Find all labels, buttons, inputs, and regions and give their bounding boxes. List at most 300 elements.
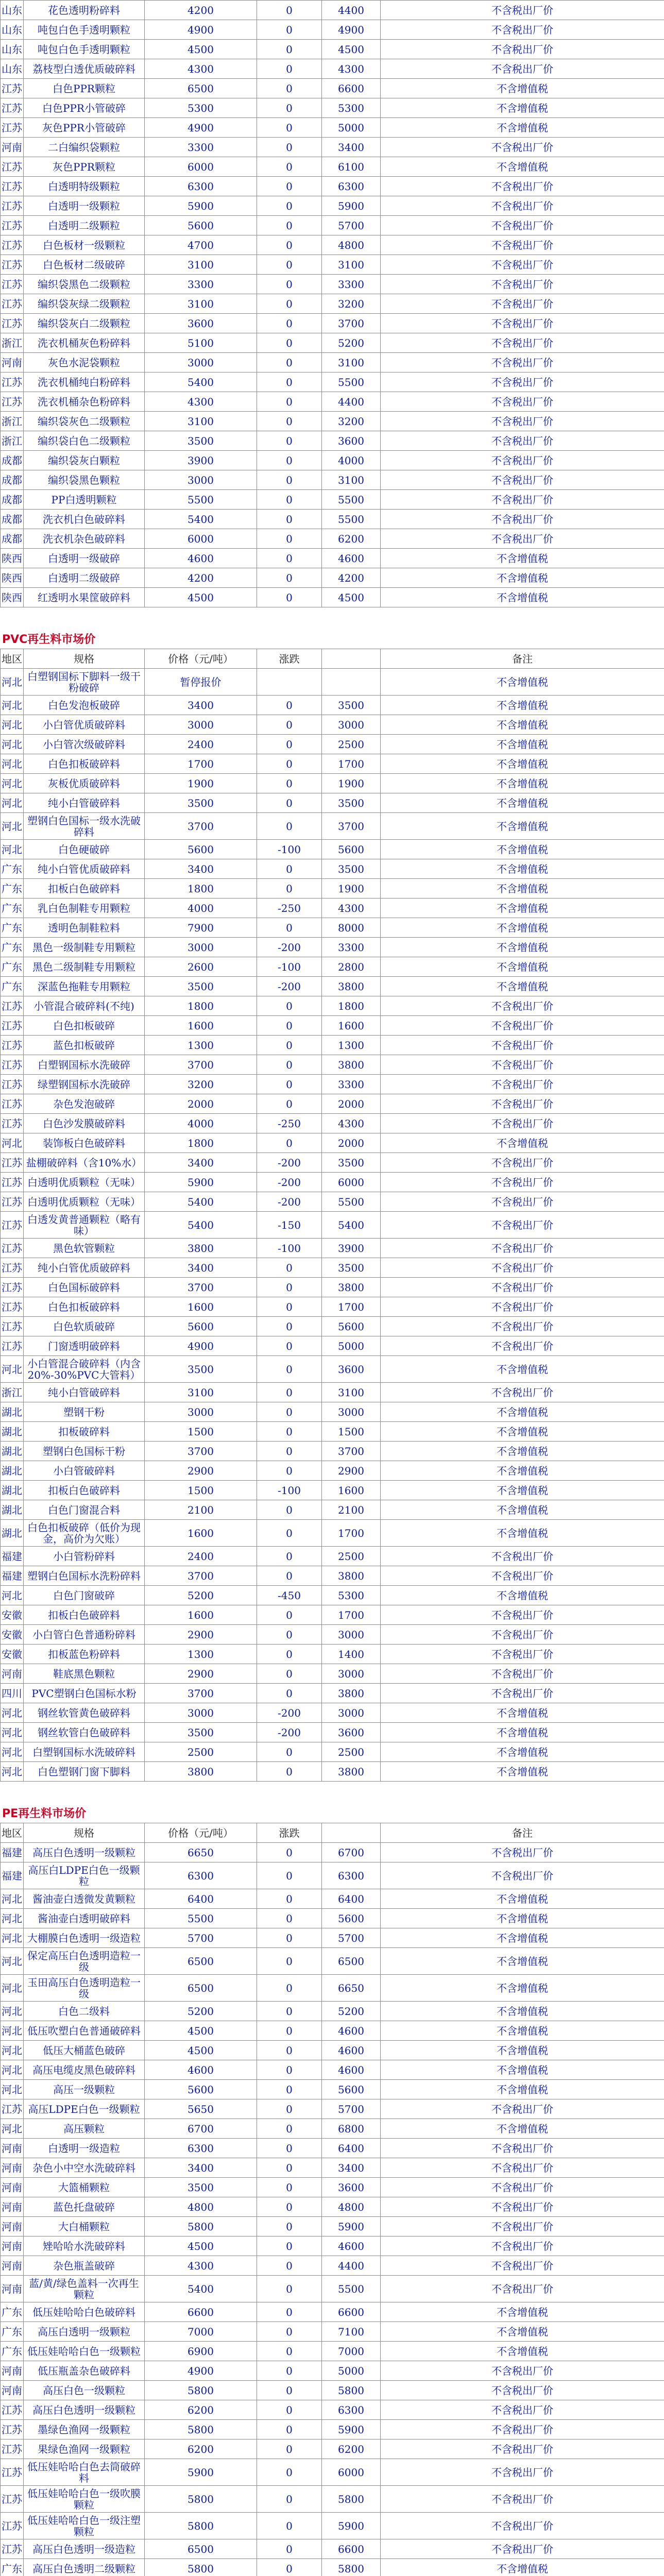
remark-cell: 不含税出厂价 [381, 1297, 664, 1317]
change-cell: 0 [257, 1133, 322, 1153]
region-cell: 江苏 [1, 79, 24, 98]
table-row [1, 314, 664, 333]
price-cell: 6600 [145, 2302, 257, 2322]
price-high-cell: 3100 [322, 470, 381, 490]
price-cell: 1300 [145, 1645, 257, 1664]
remark-cell: 不含税出厂价 [381, 275, 664, 294]
price-high-cell: 5500 [322, 490, 381, 510]
remark-cell: 不含增值税 [381, 1909, 664, 1928]
region-cell: 江苏 [1, 1153, 24, 1173]
change-cell: 0 [257, 529, 322, 549]
price-high-cell: 4400 [322, 1, 381, 20]
region-cell: 福建 [1, 1843, 24, 1862]
price-cell: 3900 [145, 451, 257, 470]
price-high-cell: 4300 [322, 1114, 381, 1133]
price-high-cell: 1500 [322, 1422, 381, 1442]
change-cell: 0 [257, 1547, 322, 1566]
price-high-cell: 1700 [322, 1605, 381, 1625]
spec-cell: 高压白LDPE白色一级颗粒 [24, 1862, 145, 1889]
table-row [1, 372, 664, 392]
table-row [1, 1975, 664, 2002]
table-row [1, 1422, 664, 1442]
change-cell: 0 [257, 1336, 322, 1356]
price-high-cell: 5600 [322, 840, 381, 859]
price-cell: 5600 [145, 2080, 257, 2099]
price-high-cell: 3100 [322, 255, 381, 275]
price-cell: 5800 [145, 2381, 257, 2400]
remark-cell: 不含税出厂价 [381, 529, 664, 549]
spec-cell: 白色扣板破碎料 [24, 754, 145, 774]
remark-cell: 不含税出厂价 [381, 412, 664, 431]
column-header: 备注 [381, 1823, 664, 1843]
change-cell: 0 [257, 216, 322, 235]
price-cell: 3600 [145, 314, 257, 333]
remark-cell: 不含税出厂价 [381, 2236, 664, 2256]
table-row [1, 1278, 664, 1297]
price-high-cell: 2500 [322, 1742, 381, 1762]
price-high-cell: 6200 [322, 529, 381, 549]
region-cell: 江苏 [1, 1317, 24, 1336]
change-cell: 0 [257, 879, 322, 899]
spec-cell: 蓝/黄/绿色盖料一次再生颗粒 [24, 2276, 145, 2302]
change-cell: 0 [257, 1948, 322, 1975]
price-cell: 3000 [145, 353, 257, 372]
change-cell: 0 [257, 754, 322, 774]
change-cell: -100 [257, 957, 322, 977]
price-high-cell: 4500 [322, 40, 381, 59]
region-cell: 河北 [1, 793, 24, 813]
region-cell: 江苏 [1, 1192, 24, 1212]
table-row [1, 1, 664, 20]
spec-cell: 白色板材一级颗粒 [24, 235, 145, 255]
table-row [1, 196, 664, 216]
price-high-cell: 5000 [322, 118, 381, 138]
price-cell: 3700 [145, 1684, 257, 1703]
region-cell: 安徽 [1, 1625, 24, 1645]
change-cell: -200 [257, 1723, 322, 1742]
table-row [1, 490, 664, 510]
remark-cell: 不含税出厂价 [381, 2158, 664, 2178]
price-high-cell: 3300 [322, 275, 381, 294]
remark-cell: 不含税出厂价 [381, 2486, 664, 2513]
spec-cell: 高压白色透明一级造粒 [24, 2539, 145, 2559]
price-high-cell: 5800 [322, 2381, 381, 2400]
change-cell: 0 [257, 2459, 322, 2486]
region-cell: 江苏 [1, 392, 24, 412]
change-cell: 0 [257, 1645, 322, 1664]
table-row [1, 1625, 664, 1645]
change-cell: -200 [257, 938, 322, 957]
table-row [1, 2302, 664, 2322]
spec-cell: 白色沙发膜破碎料 [24, 1114, 145, 1133]
table-row [1, 1500, 664, 1520]
price-high-cell: 6500 [322, 1948, 381, 1975]
change-cell: 0 [257, 1016, 322, 1036]
spec-cell: 白透明一级造粒 [24, 2139, 145, 2158]
price-cell: 5200 [145, 2002, 257, 2021]
price-cell: 3100 [145, 1383, 257, 1402]
table-row [1, 879, 664, 899]
remark-cell: 不含增值税 [381, 98, 664, 118]
change-cell: 0 [257, 2080, 322, 2099]
region-cell: 江苏 [1, 1239, 24, 1258]
change-cell: 0 [257, 1055, 322, 1075]
price-cell: 5800 [145, 2513, 257, 2539]
price-high-cell: 4800 [322, 235, 381, 255]
price-high-cell: 3400 [322, 2158, 381, 2178]
table-row [1, 859, 664, 879]
price-cell: 3300 [145, 275, 257, 294]
remark-cell: 不含税出厂价 [381, 40, 664, 59]
table-row [1, 2139, 664, 2158]
spec-cell: 白透明一级破碎 [24, 549, 145, 568]
spec-cell: 透明色制鞋粒料 [24, 918, 145, 938]
change-cell: 0 [257, 918, 322, 938]
table-row [1, 2119, 664, 2139]
change-cell: 0 [257, 2439, 322, 2459]
table-row [1, 754, 664, 774]
region-cell: 江苏 [1, 314, 24, 333]
price-high-cell: 1600 [322, 1481, 381, 1500]
remark-cell: 不含增值税 [381, 879, 664, 899]
price-cell: 5600 [145, 840, 257, 859]
remark-cell: 不含税出厂价 [381, 1336, 664, 1356]
spec-cell: 灰色水泥袋颗粒 [24, 353, 145, 372]
region-cell: 江苏 [1, 2420, 24, 2439]
table-row [1, 1843, 664, 1862]
change-cell: 0 [257, 696, 322, 715]
remark-cell: 不含税出厂价 [381, 1625, 664, 1645]
region-cell: 成都 [1, 510, 24, 529]
remark-cell: 不含税出厂价 [381, 2439, 664, 2459]
table-row [1, 216, 664, 235]
price-high-cell: 5000 [322, 1336, 381, 1356]
spec-cell: 果绿色渔网一级颗粒 [24, 2439, 145, 2459]
change-cell: 0 [257, 735, 322, 754]
spec-cell: 洗衣机杂色破碎料 [24, 529, 145, 549]
price-cell: 5400 [145, 1212, 257, 1239]
price-high-cell: 5500 [322, 1192, 381, 1212]
column-header [322, 1823, 381, 1843]
price-high-cell: 1700 [322, 1297, 381, 1317]
region-cell: 江苏 [1, 98, 24, 118]
region-cell: 陕西 [1, 549, 24, 568]
region-cell: 江苏 [1, 216, 24, 235]
price-cell: 4600 [145, 549, 257, 568]
table-row [1, 235, 664, 255]
change-cell: 0 [257, 774, 322, 793]
table-row [1, 2099, 664, 2119]
price-cell: 4500 [145, 2021, 257, 2041]
price-high-cell: 4900 [322, 20, 381, 40]
table-row [1, 2361, 664, 2381]
change-cell: 0 [257, 813, 322, 840]
spec-cell: 红透明水果筐破碎料 [24, 588, 145, 607]
spec-cell: 酱油壶白透微发黄颗粒 [24, 1889, 145, 1909]
change-cell: 0 [257, 2158, 322, 2178]
spec-cell: 高压一级颗粒 [24, 2080, 145, 2099]
change-cell: 0 [257, 1975, 322, 2002]
remark-cell: 不含税出厂价 [381, 196, 664, 216]
spec-cell: 白透明特级颗粒 [24, 177, 145, 196]
price-high-cell: 2900 [322, 1461, 381, 1481]
remark-cell: 不含税出厂价 [381, 255, 664, 275]
region-cell: 河北 [1, 715, 24, 735]
price-high-cell: 3100 [322, 353, 381, 372]
spec-cell: 黑色一级制鞋专用颗粒 [24, 938, 145, 957]
region-cell: 湖北 [1, 1422, 24, 1442]
change-cell: 0 [257, 2361, 322, 2381]
price-high-cell: 6600 [322, 2539, 381, 2559]
column-header: 涨跌 [257, 649, 322, 669]
change-cell: 0 [257, 1, 322, 20]
region-cell: 河北 [1, 735, 24, 754]
region-cell: 广东 [1, 2302, 24, 2322]
table-row [1, 2400, 664, 2420]
remark-cell: 不含税出厂价 [381, 2099, 664, 2119]
remark-cell: 不含增值税 [381, 899, 664, 918]
price-cell: 4000 [145, 1114, 257, 1133]
table-row [1, 669, 664, 696]
price-high-cell: 3000 [322, 1625, 381, 1645]
price-high-cell: 4600 [322, 2236, 381, 2256]
price-high-cell: 4400 [322, 392, 381, 412]
table-row [1, 549, 664, 568]
table-row [1, 957, 664, 977]
region-cell: 山东 [1, 40, 24, 59]
price-cell: 5400 [145, 372, 257, 392]
region-cell: 安徽 [1, 1645, 24, 1664]
change-cell: 0 [257, 157, 322, 177]
spec-cell: 编织袋白色二级颗粒 [24, 431, 145, 451]
price-high-cell: 3500 [322, 859, 381, 879]
price-high-cell: 5300 [322, 1586, 381, 1605]
spec-cell: 白透明一级颗粒 [24, 196, 145, 216]
spec-cell: 小白管优质破碎料 [24, 715, 145, 735]
section-title: PE再生料市场价 [2, 1807, 87, 1820]
change-cell: 0 [257, 568, 322, 588]
spec-cell: 高压LDPE白色一级颗粒 [24, 2099, 145, 2119]
price-high-cell: 3100 [322, 1383, 381, 1402]
table-row [1, 2486, 664, 2513]
change-cell: 0 [257, 1297, 322, 1317]
region-cell: 河南 [1, 2139, 24, 2158]
remark-cell: 不含增值税 [381, 1481, 664, 1500]
table-row [1, 2559, 664, 2576]
table-row [1, 2420, 664, 2439]
spec-cell: 纯小白管优质破碎料 [24, 859, 145, 879]
table-row [1, 2080, 664, 2099]
region-cell: 江苏 [1, 2459, 24, 2486]
table-row [1, 1336, 664, 1356]
region-cell: 山东 [1, 1, 24, 20]
price-section [0, 0, 664, 607]
price-cell: 4200 [145, 568, 257, 588]
price-cell: 1600 [145, 1016, 257, 1036]
table-row [1, 1461, 664, 1481]
table-row [1, 1317, 664, 1336]
price-cell: 暂停报价 [145, 669, 257, 696]
table-row [1, 1566, 664, 1586]
price-cell: 1800 [145, 879, 257, 899]
spec-cell: 白色扣板破碎料 [24, 1297, 145, 1317]
price-cell: 4300 [145, 59, 257, 79]
price-cell: 2400 [145, 1547, 257, 1566]
spec-cell: PVC塑钢白色国标水粉 [24, 1684, 145, 1703]
price-cell: 4300 [145, 392, 257, 412]
spec-cell: 塑钢白色国标一级水洗破碎料 [24, 813, 145, 840]
price-cell: 6500 [145, 79, 257, 98]
change-cell: 0 [257, 2041, 322, 2060]
remark-cell: 不含税出厂价 [381, 2256, 664, 2276]
remark-cell: 不含税出厂价 [381, 490, 664, 510]
spec-cell: 白色塑钢门窗下脚料 [24, 1762, 145, 1782]
region-cell: 湖北 [1, 1500, 24, 1520]
change-cell: 0 [257, 1625, 322, 1645]
change-cell: 0 [257, 138, 322, 157]
price-cell: 6500 [145, 1975, 257, 2002]
region-cell: 四川 [1, 1684, 24, 1703]
remark-cell: 不含增值税 [381, 1762, 664, 1782]
price-high-cell: 3400 [322, 138, 381, 157]
spec-cell: 白色扣板破碎（低价为现金，高价为欠账） [24, 1520, 145, 1547]
price-high-cell: 3800 [322, 1055, 381, 1075]
region-cell: 江苏 [1, 1258, 24, 1278]
table-row [1, 353, 664, 372]
price-high-cell: 1700 [322, 1520, 381, 1547]
region-cell: 河北 [1, 1703, 24, 1723]
price-high-cell: 3900 [322, 1239, 381, 1258]
price-cell: 5900 [145, 2459, 257, 2486]
region-cell: 江苏 [1, 996, 24, 1016]
price-high-cell: 3600 [322, 1723, 381, 1742]
spec-cell: 蓝色扣板破碎 [24, 1036, 145, 1055]
change-cell: 0 [257, 2539, 322, 2559]
change-cell: 0 [257, 2119, 322, 2139]
region-cell: 福建 [1, 1862, 24, 1889]
table-row [1, 696, 664, 715]
price-section [0, 1782, 664, 2576]
region-cell: 河北 [1, 1909, 24, 1928]
change-cell: 0 [257, 549, 322, 568]
table-row [1, 157, 664, 177]
table-row [1, 2236, 664, 2256]
remark-cell: 不含税出厂价 [381, 1547, 664, 1566]
price-high-cell: 4600 [322, 2041, 381, 2060]
remark-cell: 不含增值税 [381, 2080, 664, 2099]
change-cell: 0 [257, 98, 322, 118]
change-cell: 0 [257, 1422, 322, 1442]
remark-cell: 不含税出厂价 [381, 333, 664, 353]
remark-cell: 不含税出厂价 [381, 1212, 664, 1239]
table-header-row [1, 1823, 664, 1843]
remark-cell: 不含税出厂价 [381, 431, 664, 451]
spec-cell: 白色发泡板破碎 [24, 696, 145, 715]
remark-cell: 不含增值税 [381, 2342, 664, 2361]
remark-cell: 不含税出厂价 [381, 1278, 664, 1297]
price-cell: 6300 [145, 177, 257, 196]
price-high-cell: 5400 [322, 1212, 381, 1239]
price-cell: 6400 [145, 1889, 257, 1909]
spec-cell: 低压娃哈哈白色去筒破碎料 [24, 2459, 145, 2486]
table-row [1, 1664, 664, 1684]
remark-cell: 不含增值税 [381, 1948, 664, 1975]
price-high-cell: 4000 [322, 451, 381, 470]
spec-cell: 白塑钢国标下脚料一级干粉破碎 [24, 669, 145, 696]
price-cell: 3100 [145, 294, 257, 314]
price-cell: 5600 [145, 216, 257, 235]
price-cell: 3000 [145, 470, 257, 490]
region-cell: 河北 [1, 2060, 24, 2080]
change-cell: 0 [257, 1742, 322, 1762]
spec-cell: 白色软质破碎 [24, 1317, 145, 1336]
section-spacer [0, 607, 664, 631]
price-table [0, 1823, 664, 2576]
price-cell: 5200 [145, 1586, 257, 1605]
change-cell: -100 [257, 1481, 322, 1500]
spec-cell: 大棚膜白色透明一级造粒 [24, 1928, 145, 1948]
column-header: 规格 [24, 649, 145, 669]
price-cell: 2400 [145, 735, 257, 754]
region-cell: 江苏 [1, 196, 24, 216]
price-cell: 5800 [145, 2486, 257, 2513]
price-cell: 3700 [145, 813, 257, 840]
price-cell: 3400 [145, 859, 257, 879]
table-row [1, 431, 664, 451]
change-cell: 0 [257, 1036, 322, 1055]
remark-cell: 不含税出厂价 [381, 2276, 664, 2302]
price-cell: 6300 [145, 1862, 257, 1889]
remark-cell: 不含税出厂价 [381, 2400, 664, 2420]
price-cell: 4700 [145, 235, 257, 255]
column-header: 涨跌 [257, 1823, 322, 1843]
price-high-cell: 3800 [322, 1684, 381, 1703]
change-cell: 0 [257, 2381, 322, 2400]
price-cell: 4900 [145, 118, 257, 138]
spec-cell: 小白管破碎料 [24, 1461, 145, 1481]
change-cell: -100 [257, 840, 322, 859]
remark-cell: 不含增值税 [381, 813, 664, 840]
spec-cell: 高压白色透明一级颗粒 [24, 2400, 145, 2420]
remark-cell: 不含税出厂价 [381, 59, 664, 79]
region-cell: 河北 [1, 1356, 24, 1383]
remark-cell: 不含税出厂价 [381, 20, 664, 40]
change-cell: 0 [257, 235, 322, 255]
remark-cell: 不含增值税 [381, 938, 664, 957]
price-cell: 3400 [145, 696, 257, 715]
spec-cell: 高压白色一级颗粒 [24, 2381, 145, 2400]
price-cell: 3000 [145, 1703, 257, 1723]
price-cell: 6200 [145, 2400, 257, 2420]
price-high-cell: 1900 [322, 774, 381, 793]
remark-cell: 不含增值税 [381, 157, 664, 177]
table-row [1, 1153, 664, 1173]
price-high-cell: 3800 [322, 1278, 381, 1297]
table-row [1, 996, 664, 1016]
spec-cell: 编织袋黑色颗粒 [24, 470, 145, 490]
price-cell: 3700 [145, 1442, 257, 1461]
price-high-cell: 1800 [322, 996, 381, 1016]
price-cell: 2000 [145, 1094, 257, 1114]
spec-cell: 蓝色托盘破碎 [24, 2197, 145, 2217]
spec-cell: 墨绿色渔网一级颗粒 [24, 2420, 145, 2439]
remark-cell: 不含税出厂价 [381, 353, 664, 372]
region-cell: 河北 [1, 2080, 24, 2099]
region-cell: 河南 [1, 2361, 24, 2381]
region-cell: 河南 [1, 2256, 24, 2276]
price-high-cell: 5600 [322, 1909, 381, 1928]
spec-cell: 小白管白色普通粉碎料 [24, 1625, 145, 1645]
